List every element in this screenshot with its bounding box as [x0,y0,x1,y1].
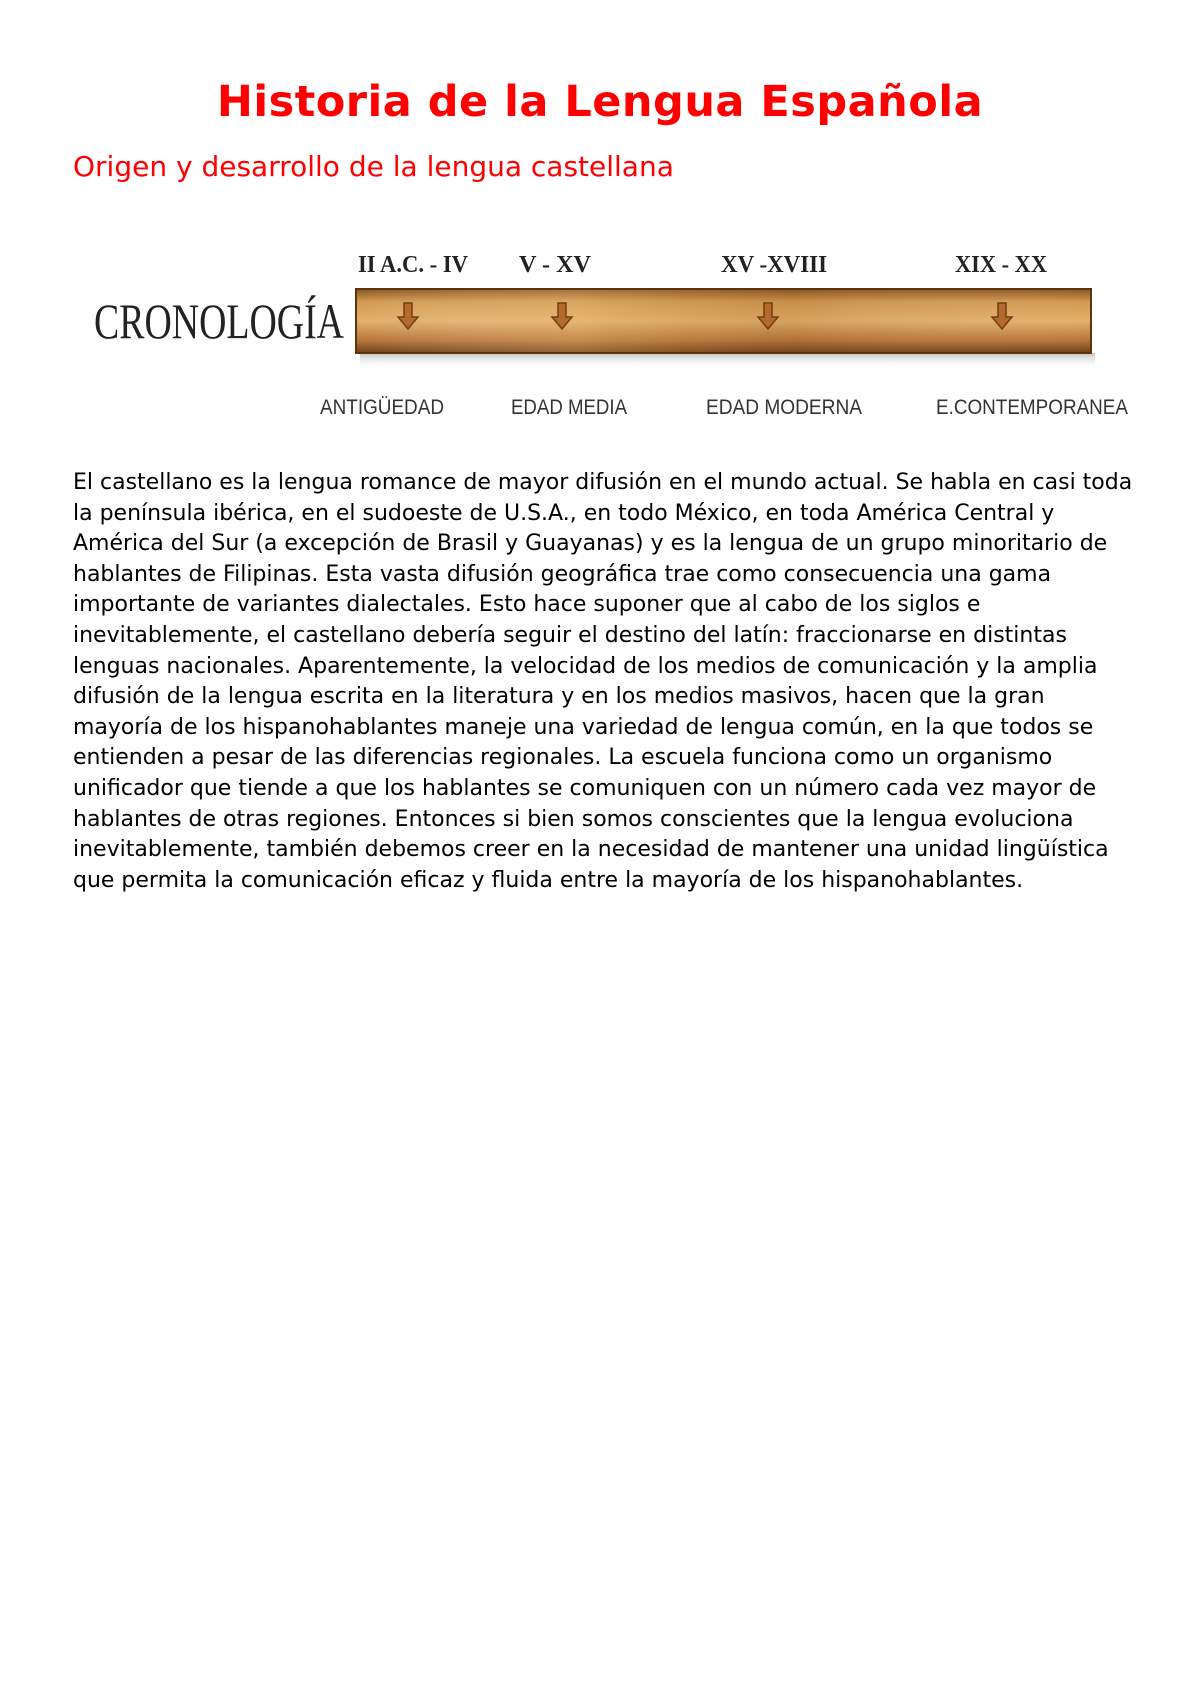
body-paragraph: El castellano es la lengua romance de mayor difusión en el mundo actual. Se habla en casi toda la península ibérica, en el sudoeste de U.S.A., en todo México, en toda América Central y América del Sur (a excepción de Brasil y Guayanas) y es la lengua de un grupo minoritario de hablantes de Filipinas. Esta vasta difusión geográfica trae como consecuencia una gama importante de variantes dialectales. Esto hace suponer que al cabo de los siglos e inevitablemente, el castellano debería seguir el destino del latín: fraccionarse en distintas lenguas nacionales. Aparentemente, la velocidad de los medios de comunicación y la amplia difusión de la lengua escrita en la literatura y en los medios masivos, hacen que la gran mayoría de los hispanohablantes maneje una variedad de lengua común, en la que todos se entienden a pesar de las diferencias regionales. La escuela funciona como un organismo unificador que tiende a que los hablantes se comuniquen con un número cada vez mayor de hablantes de otras regiones. Entonces si bien somos conscientes que la lengua evoluciona inevitablemente, también debemos creer en la necesidad de mantener una unidad lingüística que permita la comunicación eficaz y fluida entre la mayoría de los hispanohablantes. [73,470,1133,893]
period-era-4: E.CONTEMPORANEA [936,396,1128,419]
period-centuries-4: XIX - XX [955,252,1048,278]
period-era-1: ANTIGÜEDAD [320,396,444,419]
period-era-2: EDAD MEDIA [511,396,627,419]
chronology-figure [92,240,1132,430]
period-centuries-2: V - XV [519,252,592,278]
period-era-3: EDAD MODERNA [706,396,862,419]
period-centuries-1: II A.C. - IV [358,252,469,278]
period-centuries-3: XV -XVIII [721,252,827,278]
timeline-bar-grain [357,290,1090,352]
chronology-heading: CRONOLOGÍA [94,293,344,349]
page-subtitle: Origen y desarrollo de la lengua castellana [73,150,674,183]
page-title: Historia de la Lengua Española [216,77,984,127]
timeline-bar-shadow [360,353,1095,369]
